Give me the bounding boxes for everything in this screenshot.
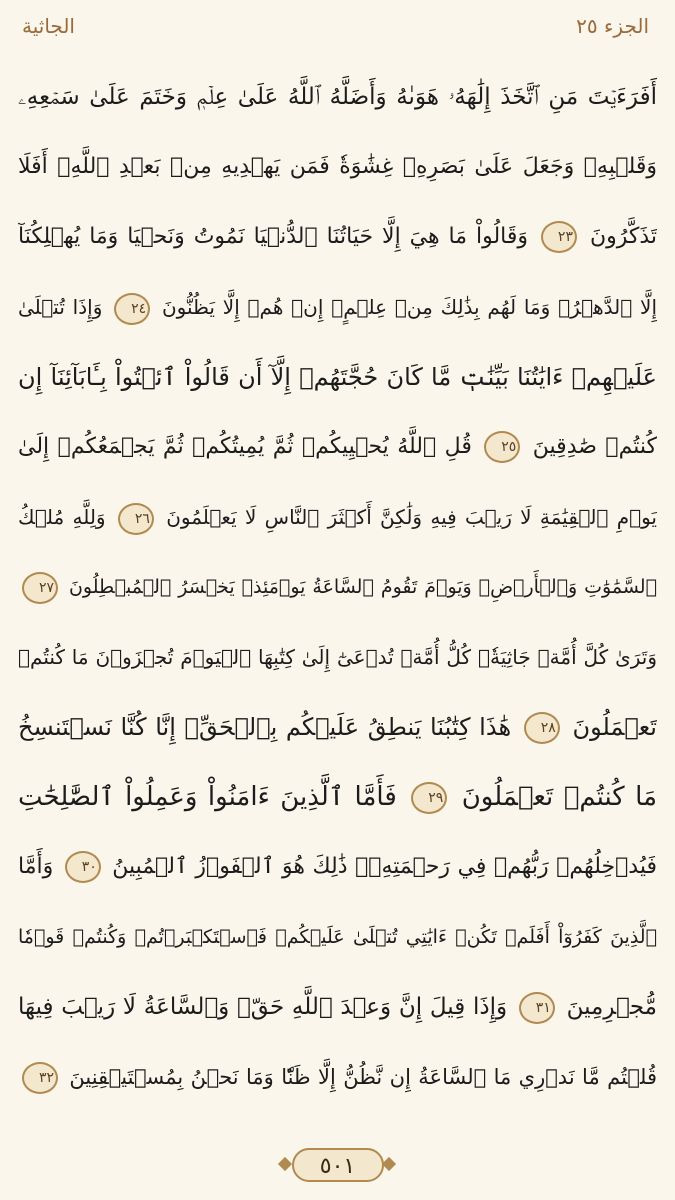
ayah-number-marker: ٣١ (519, 992, 555, 1024)
verse-text: فَيُدۡخِلُهُمۡ رَبُّهُمۡ فِي رَحۡمَتِهِۦۚ ذَٰلِكَ هُوَ ٱلۡفَوۡزُ ٱلۡمُبِينُ (112, 854, 657, 879)
ayah-number-marker: ٢٦ (118, 503, 154, 535)
text-line (18, 484, 657, 550)
text-line (18, 834, 657, 900)
text-line (18, 904, 657, 970)
page-number: ٥٠١ (292, 1148, 384, 1182)
verse-text: قُلۡتُم مَّا نَدۡرِي مَا ٱلسَّاعَةُ إِن نَّظُنُّ إِلَّا ظَنّٗا وَمَا نَحۡنُ بِمُسۡتَيۡقِنِينَ (69, 1065, 657, 1089)
page-header (0, 0, 675, 64)
verse-text: وَلِلَّهِ مُلۡكُ (18, 505, 106, 529)
text-line (18, 554, 657, 620)
quran-text-block (18, 64, 657, 1124)
text-line (18, 974, 657, 1040)
verse-text: تَعۡمَلُونَ (572, 713, 657, 741)
ornament-left-icon (278, 1157, 292, 1171)
verse-text: إِلَّا ٱلدَّهۡرُۚ وَمَا لَهُم بِذَٰلِكَ مِنۡ عِلۡمٍۖ إِنۡ هُمۡ إِلَّا يَظُنُّونَ (161, 295, 657, 319)
verse-text: ٱلسَّمَٰوَٰتِ وَٱلۡأَرۡضِۚ وَيَوۡمَ تَقُومُ ٱلسَّاعَةُ يَوۡمَئِذٖ يَخۡسَرُ ٱلۡمُبۡطِلُونَ (68, 576, 657, 598)
verse-text: تَذَكَّرُونَ (589, 224, 657, 249)
verse-text: قُلِ ٱللَّهُ يُحۡيِيكُمۡ ثُمَّ يُمِيتُكُمۡ ثُمَّ يَجۡمَعُكُمۡ إِلَىٰ (18, 434, 472, 459)
text-line (18, 64, 657, 130)
ayah-number-marker: ٢٨ (524, 712, 560, 744)
text-line (18, 134, 657, 200)
text-line (18, 694, 657, 760)
ayah-number-marker: ٢٧ (22, 572, 58, 604)
verse-text: عَلَيۡهِمۡ ءَايَٰتُنَا بَيِّنَٰتٖ مَّا كَانَ حُجَّتَهُمۡ إِلَّآ أَن قَالُواْ ٱئۡتُواْ بِـَٔابَآئِنَآ إِن (18, 363, 657, 391)
ayah-number-marker: ٢٩ (411, 782, 447, 814)
page-footer (0, 1140, 675, 1190)
verse-text: يَوۡمِ ٱلۡقِيَٰمَةِ لَا رَيۡبَ فِيهِ وَلَٰكِنَّ أَكۡثَرَ ٱلنَّاسِ لَا يَعۡلَمُونَ (166, 505, 657, 529)
ayah-number-marker: ٢٣ (541, 221, 577, 253)
verse-text: هَٰذَا كِتَٰبُنَا يَنطِقُ عَلَيۡكُم بِٱلۡحَقِّۚ إِنَّا كُنَّا نَسۡتَنسِخُ (18, 713, 512, 741)
verse-text: ٱلَّذِينَ كَفَرُوٓاْ أَفَلَمۡ تَكُنۡ ءَايَٰتِي تُتۡلَىٰ عَلَيۡكُمۡ فَٱسۡتَكۡبَرۡتُمۡ وَكُنتُمۡ قَوۡمٗا (18, 926, 657, 948)
verse-text: كُنتُمۡ صَٰدِقِينَ (532, 434, 657, 459)
text-line (18, 1044, 657, 1110)
verse-text: وَأَمَّا (18, 854, 54, 879)
verse-text: وَإِذَا تُتۡلَىٰ (18, 295, 103, 319)
text-line (18, 204, 657, 270)
ayah-number-marker: ٢٥ (484, 431, 520, 463)
text-line (18, 344, 657, 410)
text-line (18, 414, 657, 480)
verse-text: وَإِذَا قِيلَ إِنَّ وَعۡدَ ٱللَّهِ حَقّٞ وَٱلسَّاعَةُ لَا رَيۡبَ فِيهَا (18, 994, 508, 1020)
text-line (18, 274, 657, 340)
ayah-number-marker: ٣٠ (65, 851, 101, 883)
text-line (18, 624, 657, 690)
surah-name: الجاثية (22, 14, 75, 38)
ayah-number-marker: ٣٢ (22, 1062, 58, 1094)
verse-text: مُّجۡرِمِينَ (566, 994, 657, 1020)
verse-text: وَقَلۡبِهِۦ وَجَعَلَ عَلَىٰ بَصَرِهِۦ غِشَٰوَةٗ فَمَن يَهۡدِيهِ مِنۢ بَعۡدِ ٱللَّهِۚ أَفَلَا (18, 154, 657, 179)
juz-label: الجزء ٢٥ (576, 14, 649, 38)
verse-text: وَتَرَىٰ كُلَّ أُمَّةٖ جَاثِيَةٗۚ كُلُّ أُمَّةٖ تُدۡعَىٰٓ إِلَىٰ كِتَٰبِهَا ٱلۡيَوۡمَ تُجۡزَوۡنَ مَا كُنتُمۡ (18, 645, 657, 669)
verse-text: وَقَالُواْ مَا هِيَ إِلَّا حَيَاتُنَا ٱلدُّنۡيَا نَمُوتُ وَنَحۡيَا وَمَا يُهۡلِكُنَآ (18, 224, 528, 249)
ornament-right-icon (382, 1157, 396, 1171)
verse-text: فَأَمَّا ٱلَّذِينَ ءَامَنُواْ وَعَمِلُواْ ٱلصَّٰلِحَٰتِ (18, 782, 397, 812)
ayah-number-marker: ٢٤ (114, 293, 150, 325)
text-line (18, 764, 657, 830)
verse-text: أَفَرَءَيۡتَ مَنِ ٱتَّخَذَ إِلَٰهَهُۥ هَوَىٰهُ وَأَضَلَّهُ ٱللَّهُ عَلَىٰ عِلۡمٖ وَخَتَمَ عَلَىٰ سَمۡعِهِۦ (18, 84, 657, 110)
verse-text: مَا كُنتُمۡ تَعۡمَلُونَ (461, 782, 657, 812)
